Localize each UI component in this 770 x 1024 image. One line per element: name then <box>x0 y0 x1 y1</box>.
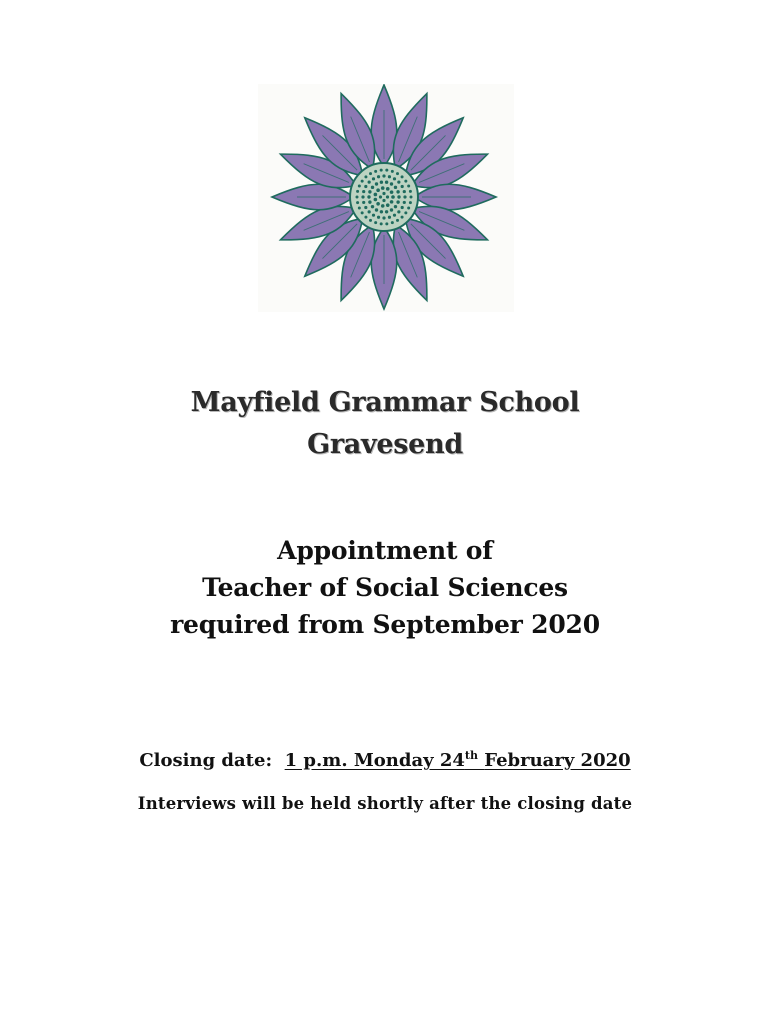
school-town: Gravesend <box>307 429 463 460</box>
center-dot <box>396 219 399 222</box>
center-dot <box>381 204 385 208</box>
center-dot <box>361 211 364 214</box>
center-dot <box>390 208 393 211</box>
closing-date-suffix: th <box>464 749 478 762</box>
center-dot <box>364 185 367 188</box>
center-dot <box>396 172 399 175</box>
interviews-note: Interviews will be held shortly after the closing date <box>137 794 633 813</box>
center-dot <box>388 216 391 219</box>
center-dot <box>375 182 378 185</box>
center-dot <box>393 214 396 217</box>
closing-date-day: 1 p.m. Monday 24 <box>284 750 465 771</box>
center-dot <box>409 201 412 204</box>
center-dot <box>374 170 377 173</box>
center-dot <box>394 186 397 189</box>
center-dot <box>358 185 361 188</box>
center-dot <box>397 210 400 213</box>
center-dot <box>382 199 385 202</box>
center-dot <box>356 201 359 204</box>
center-dot <box>407 185 410 188</box>
center-dot <box>382 192 385 195</box>
center-dot <box>374 193 378 197</box>
center-dot <box>362 190 365 193</box>
post-title <box>0 532 770 643</box>
center-dot <box>391 221 394 224</box>
center-dot <box>391 195 395 199</box>
center-dot <box>382 174 385 177</box>
center-dot <box>372 177 375 180</box>
center-dot <box>385 181 388 184</box>
center-dot <box>358 206 361 209</box>
closing-date <box>0 747 770 775</box>
center-dot <box>361 180 364 183</box>
center-dot <box>390 182 393 185</box>
center-dot <box>377 175 380 178</box>
center-dot <box>388 175 391 178</box>
center-dot <box>396 200 399 203</box>
center-dot <box>390 200 394 204</box>
center-dot <box>372 214 375 217</box>
center-dot <box>377 216 380 219</box>
closing-date-month: February 2020 <box>484 750 631 771</box>
school-logo <box>258 84 514 312</box>
center-dot <box>386 195 389 198</box>
center-dot <box>391 170 394 173</box>
center-dot <box>382 216 385 219</box>
center-dot <box>376 202 380 206</box>
center-dot <box>368 200 371 203</box>
center-dot <box>404 180 407 183</box>
center-dot <box>381 186 385 190</box>
center-dot <box>397 195 400 198</box>
center-dot <box>376 188 380 192</box>
center-dot <box>364 206 367 209</box>
center-dot <box>364 175 367 178</box>
center-dot <box>404 211 407 214</box>
center-dot <box>407 206 410 209</box>
closing-date-label: Closing date: <box>139 750 273 771</box>
center-dot <box>356 196 359 199</box>
closing-date-value <box>285 750 631 771</box>
center-dot <box>371 205 374 208</box>
center-dot <box>386 187 390 191</box>
center-dot <box>374 221 377 224</box>
center-dot <box>361 195 364 198</box>
center-dot <box>396 190 399 193</box>
center-dot <box>362 201 365 204</box>
center-dot <box>397 181 400 184</box>
center-dot <box>368 181 371 184</box>
post-line-3: required from September 2020 <box>170 610 600 639</box>
center-dot <box>401 216 404 219</box>
center-dot <box>364 216 367 219</box>
center-dot <box>393 177 396 180</box>
flower-center <box>350 163 418 231</box>
center-dot <box>401 175 404 178</box>
center-dot <box>367 195 370 198</box>
center-dot <box>385 222 388 225</box>
center-dot <box>380 181 383 184</box>
flower-logo-icon <box>258 84 514 312</box>
school-heading <box>0 382 770 466</box>
center-dot <box>403 195 406 198</box>
center-dot <box>380 210 383 213</box>
center-dot <box>369 172 372 175</box>
center-dot <box>380 222 383 225</box>
post-line-2: Teacher of Social Sciences <box>202 573 568 602</box>
center-dot <box>380 169 383 172</box>
center-dot <box>369 219 372 222</box>
center-dot <box>401 185 404 188</box>
center-dot <box>403 190 406 193</box>
center-dot <box>368 190 371 193</box>
center-dot <box>385 210 388 213</box>
center-dot <box>390 190 394 194</box>
post-line-1: Appointment of <box>277 536 493 565</box>
center-dot <box>374 198 378 202</box>
center-dot <box>379 195 382 198</box>
center-dot <box>386 203 390 207</box>
school-name: Mayfield Grammar School <box>190 387 580 418</box>
center-dot <box>410 196 413 199</box>
center-dot <box>375 208 378 211</box>
center-dot <box>409 190 412 193</box>
center-dot <box>394 205 397 208</box>
center-dot <box>403 201 406 204</box>
center-dot <box>371 186 374 189</box>
center-dot <box>356 190 359 193</box>
center-dot <box>385 169 388 172</box>
center-dot <box>368 210 371 213</box>
center-dot <box>401 206 404 209</box>
